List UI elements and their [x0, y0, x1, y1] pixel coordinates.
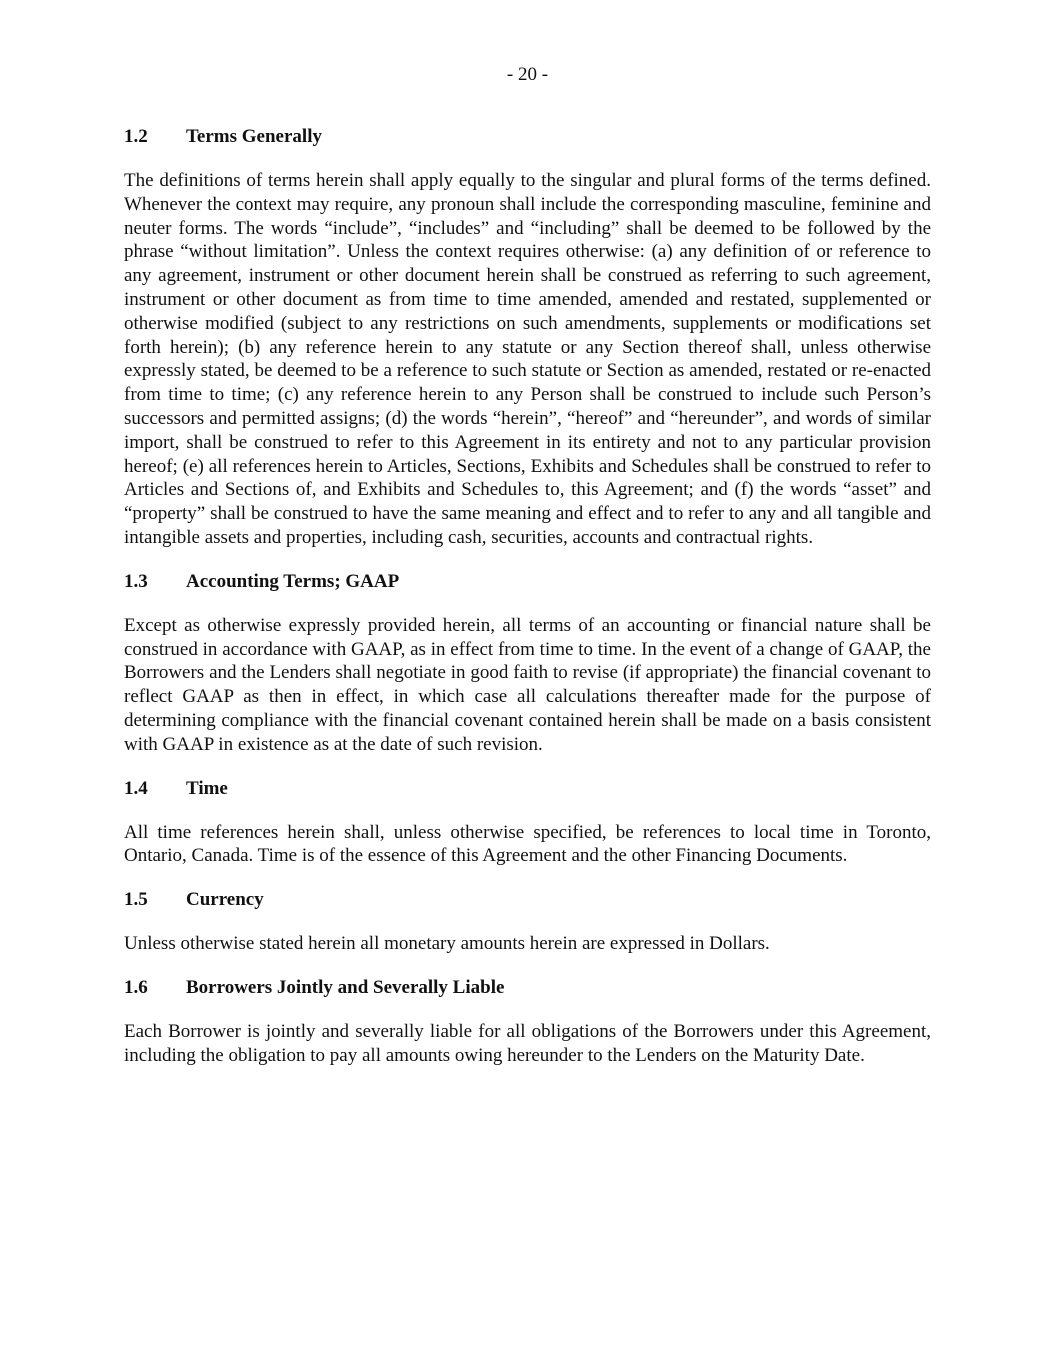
section-heading: [124, 976, 931, 1000]
section-title: Terms Generally: [186, 126, 322, 147]
section-title: Borrowers Jointly and Severally Liable: [186, 976, 505, 998]
section-heading: [124, 777, 931, 801]
section-1-5: [124, 888, 931, 956]
section-title: Time: [186, 777, 228, 799]
page-number: - 20 -: [506, 64, 549, 85]
section-number: 1.3: [124, 570, 148, 592]
page-content: [124, 125, 931, 1088]
section-body: Each Borrower is jointly and severally liable for all obligations of the Borrowers under this Agreement, including the obligation to pay all amounts owing hereunder to the Lenders on the Maturity Date.: [124, 1020, 931, 1066]
section-title: Currency: [186, 889, 264, 911]
section-number: 1.4: [124, 777, 148, 799]
section-1-4: [124, 777, 931, 869]
section-1-3: [124, 570, 931, 757]
section-1-6: [124, 976, 931, 1068]
section-heading: [124, 125, 931, 149]
section-1-2: [124, 125, 931, 550]
section-body: Unless otherwise stated herein all monetary amounts herein are expressed in Dollars.: [124, 933, 770, 955]
section-body: All time references herein shall, unless otherwise specified, be references to local time in Toronto, Ontario, Canada. Time is of the essence of this Agreement and the other Financing Documents.: [124, 821, 931, 867]
section-title: Accounting Terms; GAAP: [186, 570, 400, 592]
section-number: 1.5: [124, 889, 148, 911]
section-number: 1.2: [124, 126, 148, 147]
section-body: The definitions of terms herein shall apply equally to the singular and plural forms of the terms defined. Whenever the context may require, any pronoun shall include the corresponding masculine, feminine and neuter forms. The words “include”, “includes” and “including” shall be deemed to be followed by the phrase “without limitation”. Unless the context requires otherwise: (a) any definition of or reference to any agreement, instrument or other document herein shall be construed as referring to such agreement, instrument or other document as from time to time amended, amended and restated, supplemented or otherwise modified (subject to any restrictions on such amendments, supplements or modifications set forth herein); (b) any reference herein to any statute or any Section thereof shall, unless otherwise expressly stated, be deemed to be a reference to such statute or Section as amended, restated or re-enacted from time to time; (c) any reference herein to any Person shall be construed to include such Person’s successors and permitted assigns; (d) the words “herein”, “hereof” and “hereunder”, and words of similar import, shall be construed to refer to this Agreement in its entirety and not to any particular provision hereof; (e) all references herein to Articles, Sections, Exhibits and Schedules shall be construed to refer to Articles and Sections of, and Exhibits and Schedules to, this Agreement; and (f) the words “asset” and “property” shall be construed to have the same meaning and effect and to refer to any and all tangible and intangible assets and properties, including cash, securities, accounts and contractual rights.: [124, 170, 931, 548]
section-number: 1.6: [124, 976, 148, 998]
section-body: Except as otherwise expressly provided herein, all terms of an accounting or financial nature shall be construed in accordance with GAAP, as in effect from time to time. In the event of a change of GAAP, the Borrowers and the Lenders shall negotiate in good faith to revise (if appropriate) the financial covenant to reflect GAAP as then in effect, in which case all calculations thereafter made for the purpose of determining compliance with the financial covenant contained herein shall be made on a basis consistent with GAAP in existence as at the date of such revision.: [124, 614, 931, 755]
section-heading: [124, 570, 931, 594]
section-heading: [124, 888, 931, 912]
